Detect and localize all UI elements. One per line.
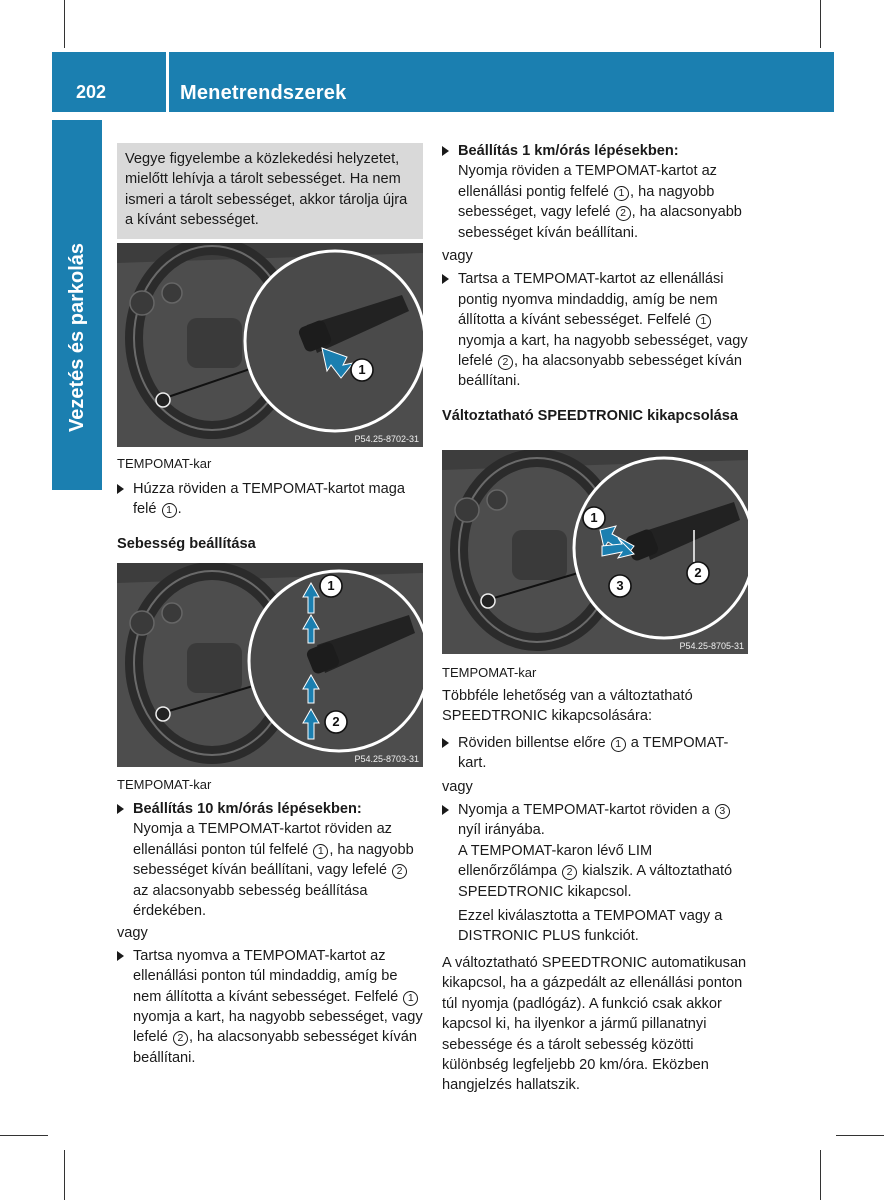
bullet-arrow-icon (117, 804, 124, 814)
or-text: vagy (442, 778, 473, 795)
figure-tempomat-updown (117, 563, 423, 767)
final-paragraph: A változtatható SPEEDTRONIC automatikusan kikapcsol, ha a gázpedált az ellenállási ponton túl nyomja (padlógáz). A funkció csak akkor kapcsol ki, ha ilyenkor a jármű pillanatnyi sebessége és a tárolt sebesség közötti különbség legfeljebb 20 km/óra. Eközben hangjelzés hallatszik. (442, 954, 747, 1094)
marker-1-label: 1 (327, 578, 335, 593)
figure-code: P54.25-8702-31 (354, 434, 419, 444)
section-heading: Sebesség beállítása (117, 536, 256, 552)
bullet-text: Ezzel kiválasztotta a TEMPOMAT vagy a DISTRONIC PLUS funkciót. (458, 908, 723, 945)
chapter-title: Menetrendszerek (180, 82, 347, 104)
side-tab-label-wrap (52, 232, 102, 442)
crop-mark (820, 1150, 821, 1200)
marker-3-icon: 3 (715, 804, 730, 819)
section-heading: Változtatható SPEEDTRONIC kikapcsolása (442, 407, 739, 424)
marker-1-label: 1 (590, 510, 598, 525)
marker-1-icon: 1 (313, 844, 328, 859)
page-number: 202 (76, 82, 107, 102)
header-divider (166, 52, 169, 112)
marker-2-icon: 2 (616, 206, 631, 221)
marker-1-label: 1 (358, 362, 366, 377)
note-text: Vegye figyelembe a közlekedési helyzetet, mielőtt lehívja a tárolt sebességet. Ha nem ismeri a tárolt sebességet, akkor tárolja újra a kívánt sebességet. (117, 143, 423, 239)
crop-mark (64, 1150, 65, 1200)
crop-mark (836, 1135, 884, 1136)
bullet-text: kialszik. A változtatható SPEEDTRONIC kikapcsol. (458, 863, 733, 900)
marker-3-label: 3 (616, 578, 624, 593)
marker-1-icon: 1 (696, 314, 711, 329)
crop-mark (820, 0, 821, 48)
side-tab-label: Vezetés és parkolás (65, 242, 88, 432)
marker-2-icon: 2 (173, 1031, 188, 1046)
bullet-arrow-icon (117, 951, 124, 961)
bullet-text: az alacsonyabb sebesség beállítása érdekében. (133, 882, 368, 920)
bullet-text: a TEMPOMAT-kart. (458, 734, 729, 772)
bullet-text: nyomja a kart, ha nagyobb sebességet, vagy lefelé (133, 1009, 423, 1046)
right-column-top (442, 141, 748, 426)
bullet-text: . (177, 501, 182, 518)
figure-illustration (117, 243, 423, 447)
bullet-arrow-icon (442, 738, 449, 748)
bullet-arrow-icon (117, 484, 124, 494)
or-text: vagy (442, 248, 473, 265)
figure-illustration (442, 450, 748, 654)
marker-1-icon: 1 (403, 991, 418, 1006)
bullet-text: Húzza röviden a TEMPOMAT-kartot maga felé (133, 481, 405, 518)
figure-code: P54.25-8703-31 (354, 754, 419, 764)
bullet-text: Nyomja a TEMPOMAT-kartot röviden a (458, 802, 714, 819)
bullet-text: nyomja a kart, ha nagyobb sebességet, vagy lefelé (458, 332, 748, 370)
figure-caption: TEMPOMAT-kar (442, 665, 537, 680)
marker-1-icon: 1 (611, 737, 626, 752)
crop-mark (64, 0, 65, 48)
figure-speedtronic-off (442, 450, 748, 654)
bullet-text: , ha nagyobb sebességet kíván beállítani, vagy lefelé (133, 841, 414, 879)
bullet-text: Röviden billentse előre (458, 734, 610, 751)
bullet-pull-lever (117, 479, 423, 520)
marker-1-icon: 1 (614, 186, 629, 201)
bullet-arrow-icon (442, 805, 449, 815)
bullet-text: , ha nagyobb sebességet, vagy lefelé (458, 183, 715, 221)
figure-illustration (117, 563, 423, 767)
bullet-text: , ha alacsonyabb sebességet kíván beállítani. (458, 353, 742, 390)
bullet-text: nyíl irányába. (458, 822, 545, 839)
right-column-bottom (442, 686, 748, 1096)
bullet-text: A TEMPOMAT-karon lévő LIM ellenőrzőlámpa (458, 842, 653, 880)
bullet-arrow-icon (442, 274, 449, 284)
bullet-10kmh-steps (117, 799, 423, 1068)
figure-code: P54.25-8705-31 (679, 641, 744, 651)
bullet-text: , ha alacsonyabb sebességet kíván beállítani. (133, 1029, 417, 1066)
or-text: vagy (117, 925, 148, 942)
figure-caption: TEMPOMAT-kar (117, 777, 212, 792)
marker-2-label: 2 (332, 714, 340, 729)
crop-mark (0, 1135, 48, 1136)
marker-2-label: 2 (694, 565, 702, 580)
page-header (52, 52, 834, 112)
bullet-text: , ha alacsonyabb sebességet kíván beállítani. (458, 204, 742, 241)
bullet-title: Beállítás 10 km/órás lépésekben: (133, 801, 362, 817)
bullet-text: Tartsa nyomva a TEMPOMAT-kartot az ellenállási ponton túl mindaddig, amíg be nem állította a kívánt sebességet. Felfelé (133, 947, 403, 1005)
figure-tempomat-pull (117, 243, 423, 447)
marker-1-icon: 1 (162, 503, 177, 518)
intro-text: Többféle lehetőség van a változtatható SPEEDTRONIC kikapcsolására: (442, 688, 693, 725)
bullet-text: Nyomja röviden a TEMPOMAT-kartot az ellenállási pontig felfelé (458, 163, 717, 200)
bullet-text: Tartsa a TEMPOMAT-kartot az ellenállási pontig nyomva mindaddig, amíg be nem állította a kívánt sebességet. Felfelé (458, 271, 724, 329)
bullet-arrow-icon (442, 146, 449, 156)
marker-2-icon: 2 (392, 864, 407, 879)
marker-2-icon: 2 (498, 355, 513, 370)
note-box (117, 143, 423, 239)
figure-caption: TEMPOMAT-kar (117, 456, 212, 471)
marker-2-icon: 2 (562, 865, 577, 880)
bullet-title: Beállítás 1 km/órás lépésekben: (458, 143, 679, 159)
bullet-text: Nyomja a TEMPOMAT-kartot röviden az ellenállási ponton túl felfelé (133, 821, 392, 858)
